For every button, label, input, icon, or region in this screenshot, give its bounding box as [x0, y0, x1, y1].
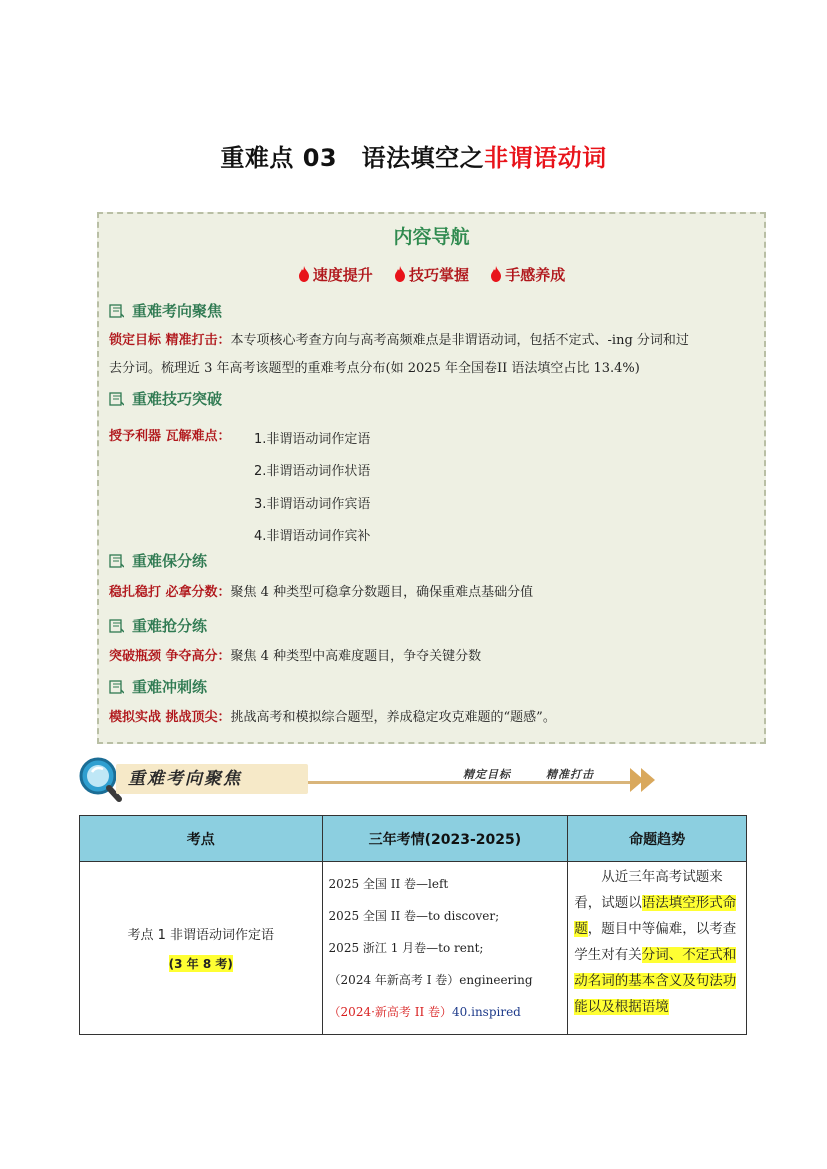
section-text-advanced-practice: 突破瓶颈 争夺高分：聚焦 4 种类型中高难度题目，争夺关键分数	[109, 649, 482, 664]
section-text-focus-2: 去分词。梳理近 3 年高考该题型的重难考点分布(如 2025 年全国卷II 语法填空占比 13.4%)	[109, 361, 640, 376]
section-heading-focus: 重难考向聚焦	[109, 300, 222, 321]
year-entry: （2024 年新高考 I 卷）engineering	[328, 973, 533, 987]
chevron-right-icon	[641, 768, 655, 792]
book-icon	[109, 554, 124, 568]
skill-item: 2.非谓语动词作状语	[254, 464, 371, 479]
section-heading-advanced-practice: 重难抢分练	[109, 615, 207, 636]
nav-tags	[99, 264, 764, 285]
skill-item: 1.非谓语动词作定语	[254, 432, 371, 447]
nav-tag-skill: 技巧掌握	[394, 266, 469, 284]
exam-point-text: 考点 1 非谓语动词作定语	[127, 928, 275, 943]
section-heading-skills: 重难技巧突破	[109, 388, 222, 409]
section-text-basic-practice: 稳扎稳打 必拿分数：聚焦 4 种类型可稳拿分数题目，确保重难点基础分值	[109, 585, 534, 600]
year-entry: 2025 浙江 1 月卷—to rent;	[328, 941, 484, 955]
cell-trend	[568, 862, 747, 1035]
trend-text: 从近三年高考试题来看，试题以	[574, 869, 723, 911]
table-header-row	[80, 816, 747, 862]
cell-exam-point	[80, 862, 323, 1035]
skill-item: 4.非谓语动词作宾补	[254, 529, 371, 544]
banner-subtitle-2: 精准打击	[546, 768, 594, 781]
exam-count-badge: (3 年 8 考)	[168, 957, 233, 971]
section-text-focus-1: 锁定目标 精准打击：本专项核心考查方向与高考高频难点是非谓语动词，包括不定式、-ing 分词和过	[109, 333, 689, 348]
column-header-years: 三年考情(2023-2025)	[322, 816, 568, 862]
book-icon	[109, 392, 124, 406]
year-entry: （2024·新高考 II 卷）40.inspired	[328, 1005, 521, 1019]
book-icon	[109, 619, 124, 633]
section-text-sprint-practice: 模拟实战 挑战顶尖：挑战高考和模拟综合题型，养成稳定攻克难题的“题感”。	[109, 710, 556, 725]
year-entry: 2025 全国 II 卷—to discover;	[328, 909, 500, 923]
book-icon	[109, 304, 124, 318]
banner-subtitle-1: 精定目标	[463, 768, 511, 781]
cell-exam-years	[322, 862, 568, 1035]
year-entry: 2025 全国 II 卷—left	[328, 877, 449, 891]
nav-heading: 内容导航	[393, 226, 470, 248]
section-heading-sprint-practice: 重难冲刺练	[109, 676, 207, 697]
section-heading-basic-practice: 重难保分练	[109, 550, 207, 571]
skill-item: 3.非谓语动词作宾语	[254, 497, 371, 512]
column-header-point: 考点	[80, 816, 323, 862]
flame-icon	[490, 266, 502, 282]
column-header-trend: 命题趋势	[568, 816, 747, 862]
title-highlight: 非谓语动词	[484, 144, 607, 172]
exam-analysis-table	[79, 815, 747, 1035]
nav-tag-speed: 速度提升	[298, 266, 373, 284]
section-key-skills: 授予利器 瓦解难点：	[109, 429, 231, 444]
trend-highlight: 分词、不定式和动名词的基本含义及句法功能以及根据语境	[574, 947, 737, 1015]
trend-highlight: 语法填空形式命题	[574, 895, 737, 937]
trend-text: ，题目中等偏难，以考查学生对有关	[574, 921, 737, 963]
title-prefix: 重难点 03 语法填空之	[220, 144, 485, 172]
flame-icon	[394, 266, 406, 282]
page-title	[0, 138, 827, 173]
banner-label: 重难考向聚焦	[116, 764, 308, 794]
flame-icon	[298, 266, 310, 282]
nav-tag-feel: 手感养成	[490, 266, 565, 284]
table-row	[80, 862, 747, 1035]
content-navigation-box	[97, 212, 766, 744]
section-banner	[78, 754, 668, 804]
book-icon	[109, 680, 124, 694]
